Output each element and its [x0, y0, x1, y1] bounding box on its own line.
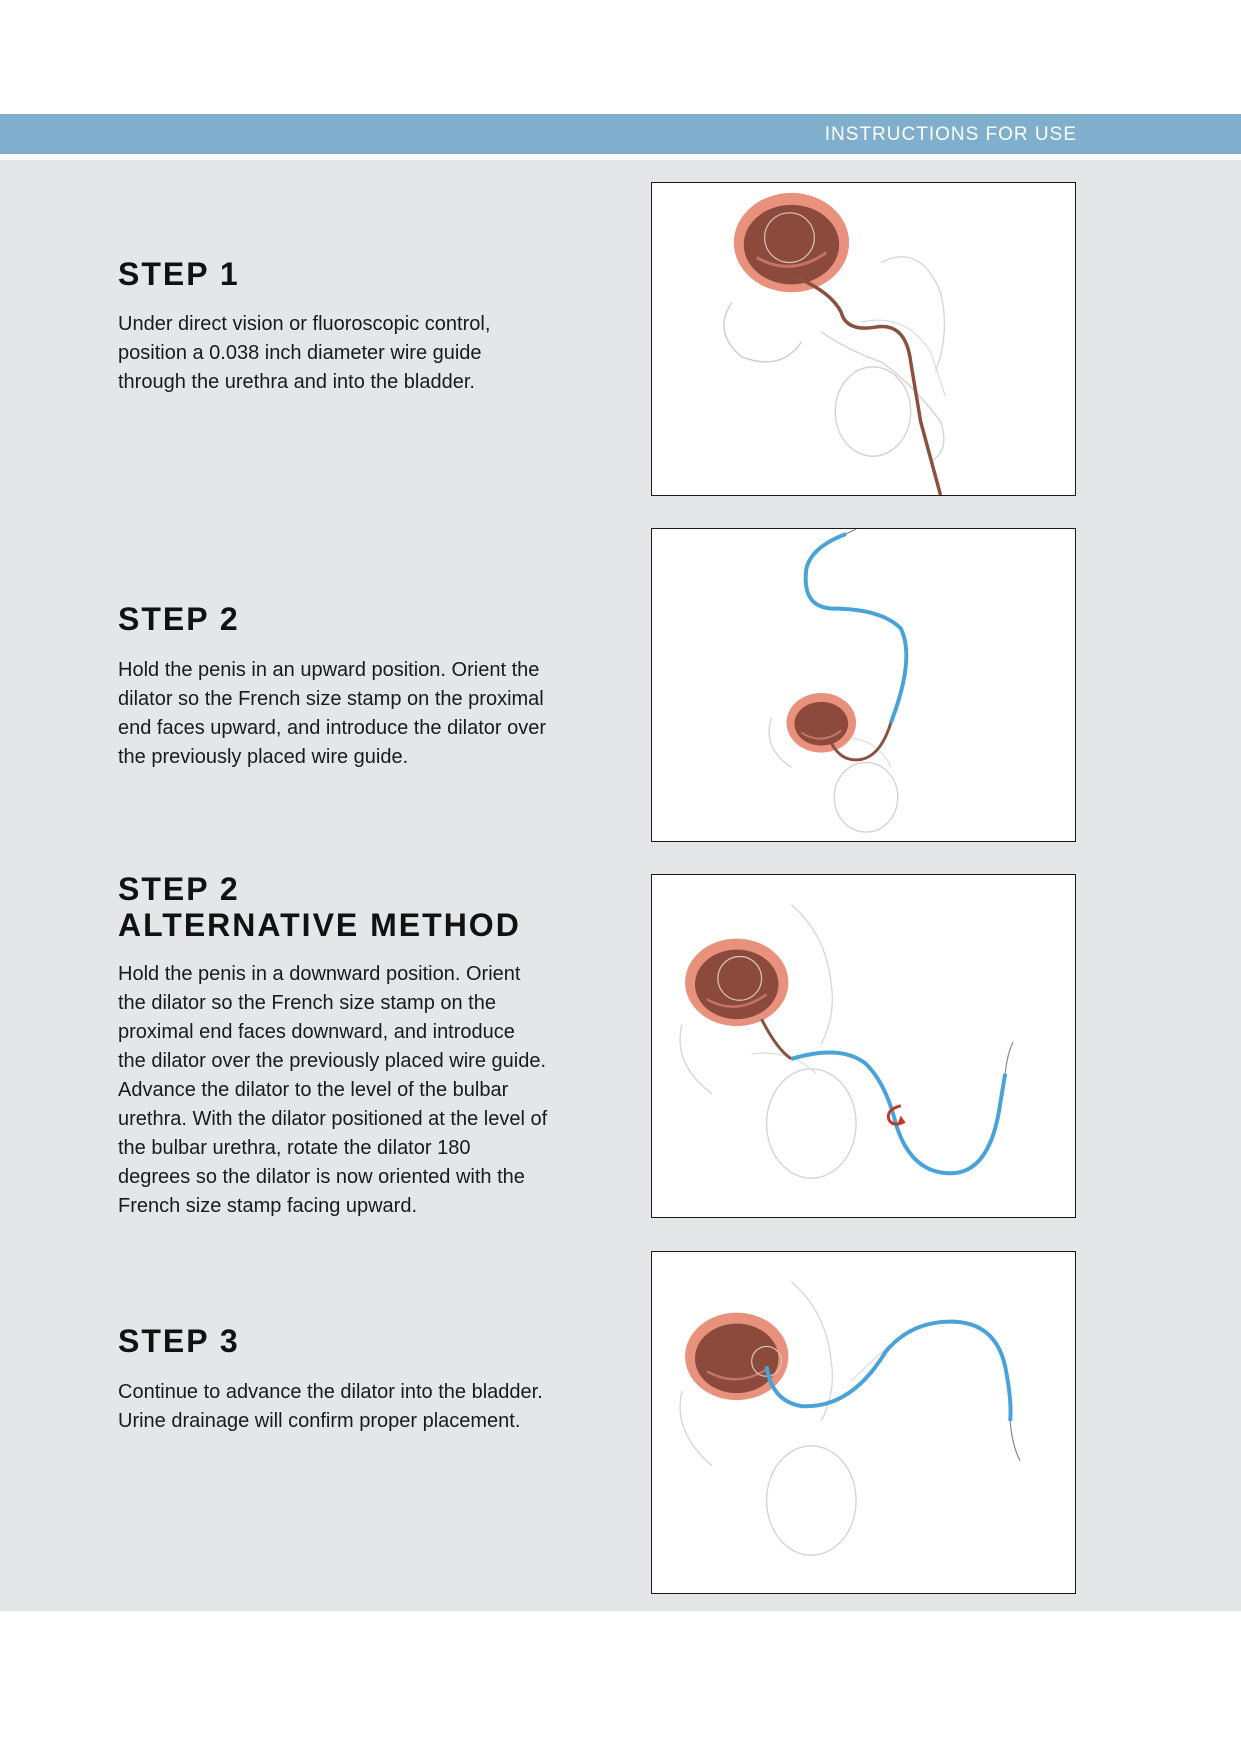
step-2-text: Hold the penis in an upward position. Orient the dilator so the French size stamp on the proximal end faces upward, and introduce the dilator over the previously placed wire guide. [118, 659, 547, 768]
step-3-text: Continue to advance the dilator into the bladder. Urine drainage will confirm proper placement. [118, 1381, 543, 1432]
step-3-heading: STEP 3 [118, 1323, 240, 1359]
header-band [0, 114, 1241, 154]
step-1-text: Under direct vision or fluoroscopic control, position a 0.038 inch diameter wire guide through the urethra and into the bladder. [118, 313, 491, 393]
step-2-alternative-heading-line-1: STEP 2 [118, 871, 240, 907]
dilator-path [767, 1322, 1011, 1421]
step-1-anatomy-drawing [652, 183, 1075, 495]
step-2-illustration [651, 528, 1076, 842]
step-1-heading: STEP 1 [118, 256, 240, 292]
step-3-illustration [651, 1251, 1076, 1594]
step-2-heading: STEP 2 [118, 601, 240, 637]
step-2-alternative-illustration [651, 874, 1076, 1218]
step-3-anatomy-drawing [652, 1252, 1075, 1593]
step-2-alternative-anatomy-drawing [652, 875, 1075, 1217]
step-2-anatomy-drawing [652, 529, 1075, 841]
wire-guide-path [796, 277, 940, 495]
document-section-title: INSTRUCTIONS FOR USE [824, 124, 1077, 145]
step-2-alternative-heading-line-2: ALTERNATIVE METHOD [118, 907, 521, 943]
step-2-alternative-text: Hold the penis in a downward position. Orient the dilator so the French size stamp on the proximal end faces downward, and introduce the dilator over the previously placed wire guide. Advance the dilator to the level of the bulbar urethra. With the dilator positioned at the level of the bulbar urethra, rotate the dilator 180 degrees so the dilator is now oriented with the French size stamp facing upward. [118, 963, 548, 1217]
step-1-illustration [651, 182, 1076, 496]
